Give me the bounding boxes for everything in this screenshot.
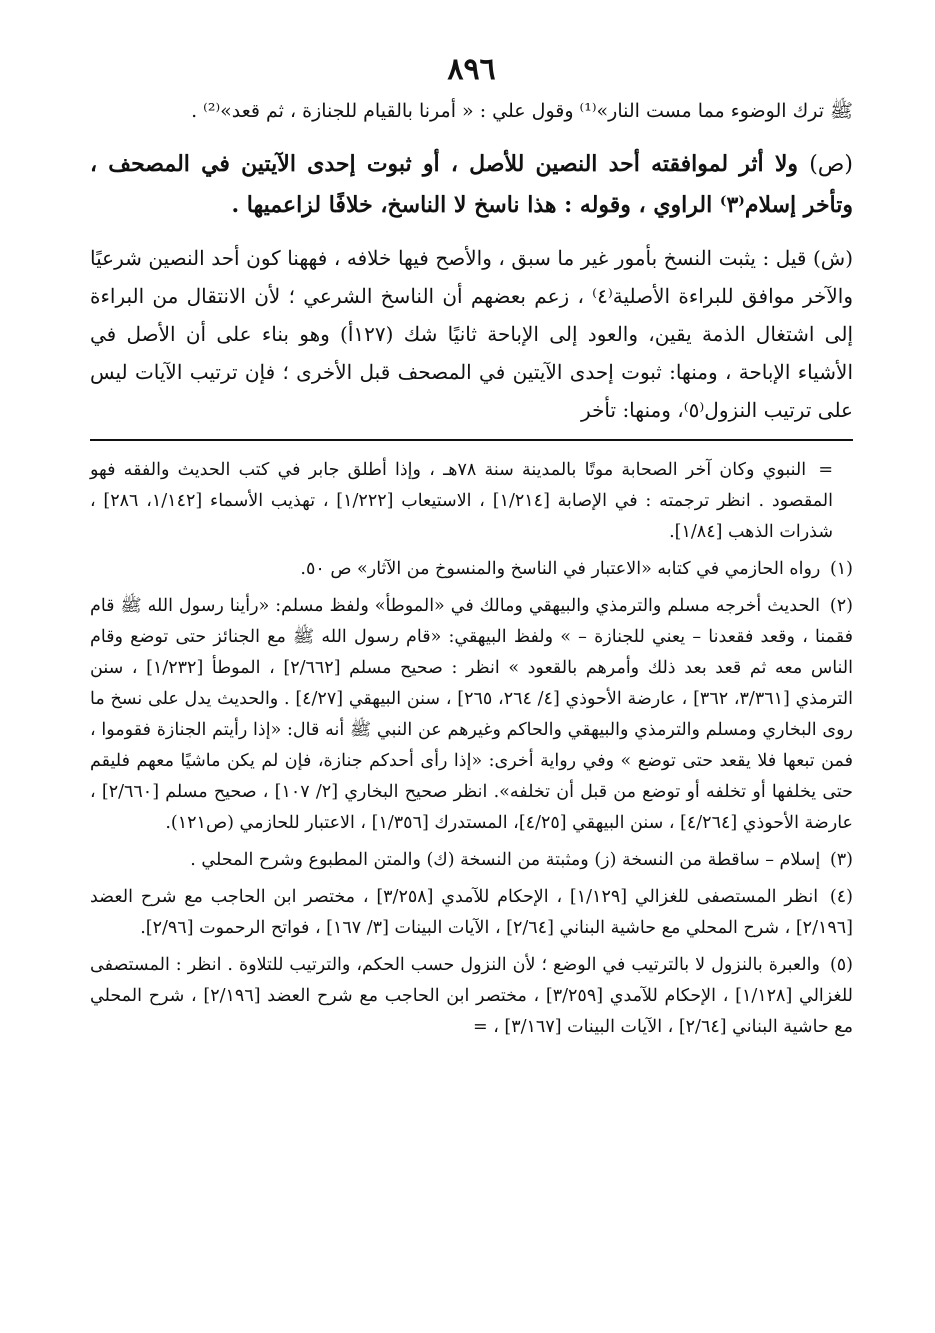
matn-text: ولا أثر لموافقته أحد النصين للأصل ، أو ثبوت إحدى الآيتين في المصحف ، وتأخر إسلام⁽٣⁾ الراوي ، وقوله : هذا ناسخ لا الناسخ، خلافًا لزاعميها .	[90, 151, 853, 218]
footnote-number: (٤)	[829, 887, 853, 907]
footnote-separator	[90, 439, 853, 441]
footnote-number: (٥)	[829, 955, 853, 975]
footnote-text: إسلام – ساقطة من النسخة (ز) ومثبتة من النسخة (ك) والمتن المطبوع وشرح المحلي .	[190, 850, 821, 870]
footnote-continuation	[90, 455, 853, 548]
footnote-5	[90, 950, 853, 1043]
footnote-3	[90, 845, 853, 876]
footnote-text: انظر المستصفى للغزالي [١/١٢٩] ، الإحكام للآمدي [٣/٢٥٨] ، مختصر ابن الحاجب مع شرح العضد [٢/١٩٦] ، شرح المحلي مع حاشية البناني [٢/٦٤] ، الآيات البينات [٣/ ١٦٧] ، فواتح الرحموت [٢/٩٦].	[90, 887, 853, 938]
footnote-number: (٣)	[829, 850, 853, 870]
footnote-number: (٢)	[829, 596, 853, 616]
footnote-text: الحديث أخرجه مسلم والترمذي والبيهقي ومالك في «الموطأ» ولفظ مسلم: «رأينا رسول الله ﷺ قام فقمنا ، وقعد فقعدنا – يعني للجنازة – » ولفظ البيهقي: «قام رسول الله ﷺ مع الجنائز حتى توضع وقام الناس معه ثم قعد بعد ذلك وأمرهم بالقعود » انظر : صحيح مسلم [٢/٦٦٢] ، الموطأ [١/٢٣٢] ، سنن الترمذي [٣/٣٦١، ٣٦٢] ، عارضة الأحوذي [٤/ ٢٦٤، ٢٦٥] ، سنن البيهقي [٤/٢٧] . والحديث يدل على نسخ ما روى البخاري ومسلم والترمذي والبيهقي والحاكم وغيرهم عن النبي ﷺ أنه قال: «إذا رأيتم الجنازة فقوموا ، فمن تبعها فلا يقعد حتى توضع » وفي رواية أخرى: «إذا رأى أحدكم جنازة، فإن لم يكن ماشيًا معهم فليقم حتى يخلفها أو تخلفه أو توضع من قبل أن تخلفه». انظر صحيح البخاري [٢/ ١٠٧] ، صحيح مسلم [٢/٦٦٠] ، عارضة الأحوذي [٤/٢٦٤] ، سنن البيهقي [٤/٢٥]، المستدرك [١/٣٥٦] ، الاعتبار للحازمي (ص١٢١).	[90, 596, 853, 833]
footnote-2	[90, 591, 853, 839]
footnote-text: النبوي وكان آخر الصحابة موتًا بالمدينة سنة ٧٨هـ ، وإذا أطلق جابر في كتب الحديث والفقه فهو المقصود . انظر ترجمته : في الإصابة [١/٢١٤] ، الاستيعاب [١/٢٢٢] ، تهذيب الأسماء [١/١٤٢، ٢٨٦] ، شذرات الذهب [١/٨٤].	[90, 460, 834, 542]
footnotes	[90, 455, 853, 1043]
footnote-number: (١)	[829, 559, 853, 579]
matn-paragraph	[90, 144, 853, 225]
footnote-1	[90, 554, 853, 585]
intro-paragraph: ﷺ ترك الوضوء مما مست النار»⁽¹⁾ وقول علي : « أمرنا بالقيام للجنازة ، ثم قعد»⁽²⁾ .	[191, 100, 853, 122]
footnote-text: والعبرة بالنزول لا بالترتيب في الوضع ؛ لأن النزول حسب الحكم، والترتيب للتلاوة . انظر : المستصفى للغزالي [١/١٢٨] ، الإحكام للآمدي [٣/٢٥٩] ، مختصر ابن الحاجب مع شرح العضد [٢/١٩٦] ، شرح المحلي مع حاشية البناني [٢/٦٤] ، الآيات البينات [٣/١٦٧] ، =	[90, 955, 853, 1037]
footnote-number: =	[818, 460, 833, 480]
sharh-paragraph: (ش) قيل : يثبت النسخ بأمور غير ما سبق ، والأصح فيها خلافه ، فههنا كون أحد النصين شرعيًا والآخر موافق للبراءة الأصلية⁽٤⁾ ، زعم بعضهم أن الناسخ الشرعي ؛ لأن الانتقال من البراءة إلى اشتغال الذمة يقين، والعود إلى الإباحة ثانيًا شك (١٢٧أ) وهو بناء على أن الأصل في الأشياء الإباحة ، ومنها: ثبوت إحدى الآيتين في المصحف قبل الأخرى ؛ فإن ترتيب الآيات ليس على ترتيب النزول⁽٥⁾، ومنها: تأخر	[90, 246, 854, 422]
matn-tag: (ص)	[809, 152, 853, 177]
page-number: ٨٩٦	[447, 52, 496, 87]
book-page	[90, 50, 853, 1293]
footnote-text: رواه الحازمي في كتابه «الاعتبار في الناسخ والمنسوخ من الآثار» ص ٥٠.	[300, 559, 821, 579]
footnote-4	[90, 882, 853, 944]
